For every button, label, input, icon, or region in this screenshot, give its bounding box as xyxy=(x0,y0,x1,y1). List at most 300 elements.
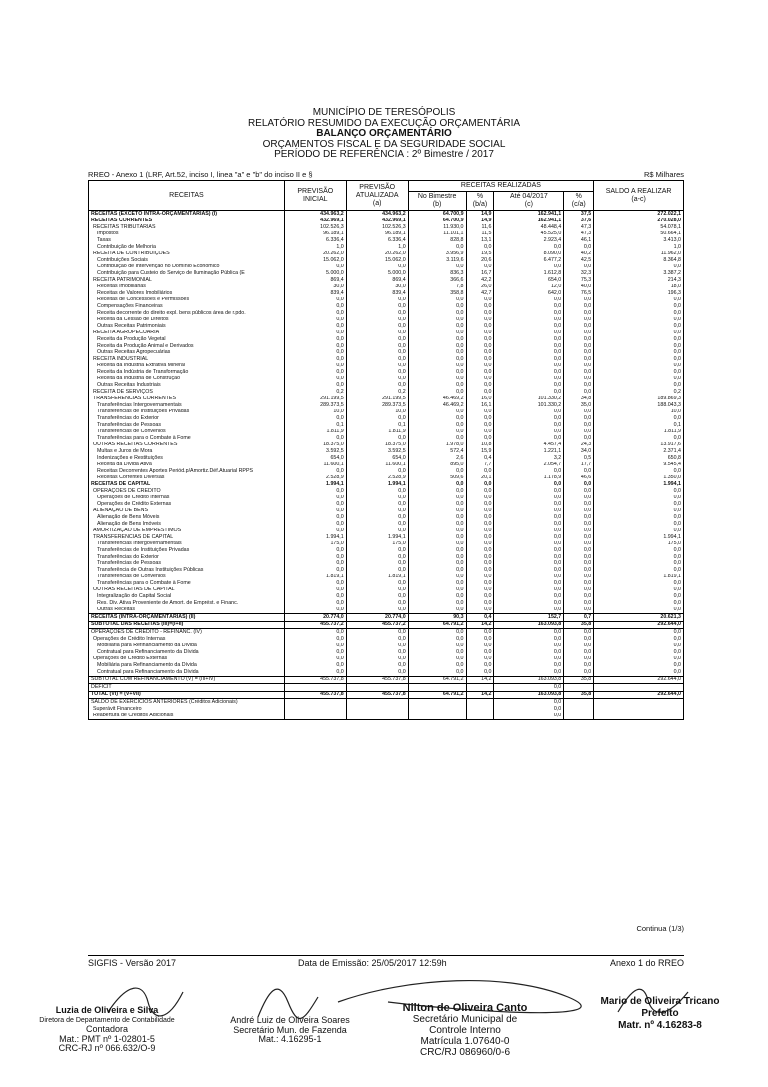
table-row xyxy=(89,257,684,264)
table-row xyxy=(89,462,684,469)
row-value: 42,7 xyxy=(466,290,494,297)
row-value: 24,3 xyxy=(564,442,594,449)
row-value: 0,0 xyxy=(466,323,494,330)
row-value: 0,0 xyxy=(408,534,466,541)
table-row xyxy=(89,336,684,343)
balanco-title: BALANÇO ORÇAMENTÁRIO xyxy=(316,128,452,139)
row-value: 0,0 xyxy=(346,508,408,515)
row-value: 0,0 xyxy=(594,376,684,383)
signature-4-name: Mario de Oliveira Tricano xyxy=(600,996,720,1007)
row-value: 0,0 xyxy=(466,488,494,495)
row-value: 14,2 xyxy=(466,621,494,629)
row-value: 175,0 xyxy=(284,541,346,548)
row-value: 0,0 xyxy=(284,376,346,383)
row-value: 0,0 xyxy=(564,382,594,389)
row-value: 0,0 xyxy=(494,514,564,521)
row-value: 0,0 xyxy=(466,244,494,251)
row-value: 0,0 xyxy=(466,656,494,663)
row-value: 0,0 xyxy=(494,656,564,663)
row-value: 20.774,0 xyxy=(284,614,346,622)
row-value: 0,0 xyxy=(346,488,408,495)
row-value: 0,0 xyxy=(346,382,408,389)
row-label: Receita da Indústria Extrativa Mineral xyxy=(89,363,285,370)
row-label: RECEITAS (EXCETO INTRA-ORÇAMENTÁRIAS) (I) xyxy=(89,211,285,218)
row-value: 0,0 xyxy=(346,554,408,561)
table-row xyxy=(89,614,684,622)
table-row xyxy=(89,567,684,574)
row-value xyxy=(284,706,346,713)
table-row xyxy=(89,251,684,258)
row-value: 0,0 xyxy=(346,607,408,614)
row-value: 292.644,0 xyxy=(594,676,684,684)
row-value: 0,0 xyxy=(408,429,466,436)
row-value: 11.962,0 xyxy=(594,251,684,258)
row-value: 0,0 xyxy=(564,264,594,271)
table-row xyxy=(89,303,684,310)
col-saldo-sub: (a-c) xyxy=(631,195,646,203)
row-value: 836,3 xyxy=(408,270,466,277)
row-value: 0,0 xyxy=(346,629,408,636)
row-label: Operações de Crédito Internas xyxy=(89,636,285,643)
signature-3-role: Secretário Municipal de xyxy=(412,1014,518,1025)
row-label: Outras Receitas Patrimoniais xyxy=(89,323,285,330)
row-value: 0,0 xyxy=(494,429,564,436)
row-value: 1.811,9 xyxy=(346,429,408,436)
row-value: 11,6 xyxy=(466,224,494,231)
row-value: 0,0 xyxy=(408,244,466,251)
row-value: 15,9 xyxy=(466,448,494,455)
row-value: 0,0 xyxy=(564,389,594,396)
row-value: 434.963,2 xyxy=(346,211,408,218)
row-value: 14,2 xyxy=(466,676,494,684)
table-row xyxy=(89,713,684,720)
row-value: 0,0 xyxy=(466,643,494,650)
row-value: 0,0 xyxy=(408,356,466,363)
row-value: 0,0 xyxy=(564,303,594,310)
row-value: 0,0 xyxy=(564,662,594,669)
row-value: 0,0 xyxy=(494,481,564,488)
row-value: 0,0 xyxy=(466,649,494,656)
table-row xyxy=(89,554,684,561)
row-label: RECEITA INDUSTRIAL xyxy=(89,356,285,363)
row-value: 0,0 xyxy=(466,389,494,396)
row-value: 6.336,4 xyxy=(346,237,408,244)
row-value: 37,6 xyxy=(564,218,594,225)
row-value: 10,0 xyxy=(594,409,684,416)
row-value: 0,0 xyxy=(594,600,684,607)
emissao-label: Data de Emissão: 25/05/2017 12:59h xyxy=(298,958,447,968)
row-value: 0,0 xyxy=(408,574,466,581)
row-value: 0,0 xyxy=(284,567,346,574)
row-value: 0,0 xyxy=(564,554,594,561)
col-ate xyxy=(494,192,564,211)
table-row xyxy=(89,691,684,699)
row-value: 0,0 xyxy=(564,317,594,324)
row-value: 0,0 xyxy=(594,317,684,324)
row-value xyxy=(346,699,408,706)
row-value: 0,0 xyxy=(564,481,594,488)
row-value: 0,0 xyxy=(284,636,346,643)
row-value: 654,0 xyxy=(494,277,564,284)
row-value: 64.791,2 xyxy=(408,621,466,629)
table-row xyxy=(89,363,684,370)
row-label: RECEITAS (INTRA-ORÇAMENTÁRIAS) (II) xyxy=(89,614,285,622)
row-value: 0,0 xyxy=(494,547,564,554)
row-value: 0,2 xyxy=(346,389,408,396)
row-value: 0,0 xyxy=(494,534,564,541)
row-value: 12,0 xyxy=(494,284,564,291)
row-value: 14,9 xyxy=(466,218,494,225)
row-label: Alienação de Bens Imóveis xyxy=(89,521,285,528)
row-value: 1.819,1 xyxy=(346,574,408,581)
row-value: 0,0 xyxy=(466,600,494,607)
table-row xyxy=(89,699,684,706)
row-value: 455.737,8 xyxy=(284,691,346,699)
row-label: Outras Receitas Agropecuárias xyxy=(89,349,285,356)
row-value: 0,0 xyxy=(564,629,594,636)
table-row xyxy=(89,501,684,508)
row-value: 46.469,2 xyxy=(408,402,466,409)
row-value: 0,0 xyxy=(466,264,494,271)
row-value: 0,0 xyxy=(346,376,408,383)
row-value: 0,0 xyxy=(408,636,466,643)
row-label: SALDO DE EXERCÍCIOS ANTERIORES (Créditos Adicionais) xyxy=(89,699,285,706)
row-value: 0,0 xyxy=(408,382,466,389)
row-value: 0,0 xyxy=(466,587,494,594)
row-value: 0,0 xyxy=(564,514,594,521)
row-value: 0,0 xyxy=(408,528,466,535)
row-value xyxy=(466,699,494,706)
row-value: 0,0 xyxy=(466,481,494,488)
row-value: 0,0 xyxy=(466,560,494,567)
row-value: 0,0 xyxy=(408,662,466,669)
row-value: 196,3 xyxy=(594,290,684,297)
row-value: 0,0 xyxy=(408,376,466,383)
row-value: 2,6 xyxy=(408,455,466,462)
table-row xyxy=(89,277,684,284)
row-value: 0,0 xyxy=(564,593,594,600)
table-row xyxy=(89,669,684,676)
table-row xyxy=(89,409,684,416)
row-value: 292.644,0 xyxy=(594,691,684,699)
row-value: 0,0 xyxy=(594,495,684,502)
row-value: 0,0 xyxy=(494,643,564,650)
row-label: Res. Div. Ativa Proveniente de Amort. de Emprést. e Financ. xyxy=(89,600,285,607)
row-value: 0,0 xyxy=(346,593,408,600)
row-value: 0,0 xyxy=(466,468,494,475)
row-value: 0,0 xyxy=(594,554,684,561)
row-value: 0,0 xyxy=(346,656,408,663)
row-value: 34,0 xyxy=(564,448,594,455)
row-value: 0,0 xyxy=(564,323,594,330)
row-value: 0,0 xyxy=(346,649,408,656)
table-row xyxy=(89,621,684,629)
row-value: 0,0 xyxy=(408,580,466,587)
row-value: 0,0 xyxy=(494,389,564,396)
table-row xyxy=(89,514,684,521)
signature-3 xyxy=(370,1003,560,1058)
table-row xyxy=(89,662,684,669)
table-row xyxy=(89,310,684,317)
row-value: 0,0 xyxy=(494,501,564,508)
row-value: 0,0 xyxy=(408,643,466,650)
row-value: 0,0 xyxy=(494,699,564,706)
row-value: 64.700,9 xyxy=(408,211,466,218)
table-row xyxy=(89,684,684,692)
row-label: Alienação de Bens Móveis xyxy=(89,514,285,521)
row-value: 0,0 xyxy=(408,629,466,636)
row-label: Transferências de Instituições Privadas xyxy=(89,409,285,416)
row-value: 0,0 xyxy=(346,587,408,594)
row-value: 0,0 xyxy=(594,514,684,521)
table-row xyxy=(89,636,684,643)
row-value: 3,2 xyxy=(494,455,564,462)
row-value: 0,0 xyxy=(408,415,466,422)
row-value: 0,0 xyxy=(466,382,494,389)
table-row xyxy=(89,706,684,713)
row-value: 0,0 xyxy=(346,501,408,508)
row-value: 0,0 xyxy=(346,310,408,317)
row-value: 0,0 xyxy=(494,684,564,692)
row-value: 0,0 xyxy=(564,574,594,581)
col-pct-b-label: % xyxy=(476,193,484,200)
row-value: 0,0 xyxy=(594,593,684,600)
table-row xyxy=(89,244,684,251)
row-value: 0,0 xyxy=(408,330,466,337)
row-value xyxy=(564,684,594,692)
row-value: 0,0 xyxy=(346,528,408,535)
row-value: 0,0 xyxy=(594,415,684,422)
row-value: 0,0 xyxy=(466,580,494,587)
row-value: 75,3 xyxy=(564,277,594,284)
row-value: 17,7 xyxy=(564,462,594,469)
row-value: 839,4 xyxy=(346,290,408,297)
row-label: Taxas xyxy=(89,237,285,244)
row-value: 2.923,4 xyxy=(494,237,564,244)
row-label: Superávit Financeiro xyxy=(89,706,285,713)
row-value: 0,0 xyxy=(466,317,494,324)
row-value: 0,0 xyxy=(564,297,594,304)
row-label: OPERAÇÕES DE CRÉDITO xyxy=(89,488,285,495)
row-value: 20.262,0 xyxy=(284,251,346,258)
row-value: 11.600,1 xyxy=(284,462,346,469)
row-value: 0,0 xyxy=(408,349,466,356)
continua-label: Continua (1/3) xyxy=(636,924,684,933)
row-value: 0,0 xyxy=(564,356,594,363)
row-value: 0,0 xyxy=(494,713,564,720)
row-label: Receita da Produção Vegetal xyxy=(89,336,285,343)
row-value: 0,0 xyxy=(594,501,684,508)
row-value: 0,0 xyxy=(466,356,494,363)
row-value: 289.373,5 xyxy=(284,402,346,409)
row-value: 0,5 xyxy=(564,455,594,462)
table-row xyxy=(89,435,684,442)
table-row xyxy=(89,547,684,554)
row-value: 0,0 xyxy=(594,264,684,271)
row-value: 0,0 xyxy=(466,429,494,436)
row-value: 14,2 xyxy=(466,691,494,699)
row-value: 0,0 xyxy=(346,669,408,676)
row-label: TRANSFERÊNCIAS DE CAPITAL xyxy=(89,534,285,541)
row-value: 0,0 xyxy=(284,317,346,324)
row-value: 0,0 xyxy=(494,349,564,356)
col-pct-b xyxy=(466,192,494,211)
col-receitas: RECEITAS xyxy=(89,181,285,211)
table-row xyxy=(89,297,684,304)
table-row xyxy=(89,356,684,363)
row-label: Operações de Crédito Internas xyxy=(89,495,285,502)
row-value: 64.700,9 xyxy=(408,218,466,225)
col-ate-sub: (c) xyxy=(524,201,533,208)
row-label: Contratual para Refinanciamento da Dívida xyxy=(89,669,285,676)
row-value: 1.994,1 xyxy=(346,481,408,488)
row-value: 0,0 xyxy=(346,336,408,343)
row-value: 0,7 xyxy=(564,614,594,622)
row-value: 175,0 xyxy=(346,541,408,548)
row-value: 0,0 xyxy=(408,607,466,614)
col-receitas-realizadas: RECEITAS REALIZADAS xyxy=(408,181,594,192)
row-value: 0,0 xyxy=(594,297,684,304)
row-value: 20,6 xyxy=(466,257,494,264)
row-value: 40,0 xyxy=(564,284,594,291)
row-value: 0,0 xyxy=(408,560,466,567)
row-label: Outras Receitas xyxy=(89,607,285,614)
row-value: 0,0 xyxy=(466,593,494,600)
row-value: 869,4 xyxy=(284,277,346,284)
row-value: 188.043,3 xyxy=(594,402,684,409)
table-row xyxy=(89,593,684,600)
row-label: TRANSFERÊNCIAS CORRENTES xyxy=(89,396,285,403)
row-value: 0,0 xyxy=(346,495,408,502)
row-value: 0,0 xyxy=(494,567,564,574)
row-value: 0,0 xyxy=(408,389,466,396)
row-value: 0,0 xyxy=(594,567,684,574)
row-value: 10,0 xyxy=(346,409,408,416)
row-value: 64.791,2 xyxy=(408,676,466,684)
table-row xyxy=(89,270,684,277)
row-value: 270.028,0 xyxy=(594,218,684,225)
row-value: 0,0 xyxy=(346,514,408,521)
row-value: 0,0 xyxy=(494,706,564,713)
row-value: 0,0 xyxy=(408,264,466,271)
row-value: 0,0 xyxy=(466,363,494,370)
row-label: Integralização do Capital Social xyxy=(89,593,285,600)
row-value: 0,0 xyxy=(466,303,494,310)
row-value: 0,0 xyxy=(408,409,466,416)
row-label: Receitas Correntes Diversas xyxy=(89,475,285,482)
row-value: 366,6 xyxy=(408,277,466,284)
row-label: Reabertura de Créditos Adicionais xyxy=(89,713,285,720)
row-value xyxy=(564,713,594,720)
row-value: 0,0 xyxy=(494,574,564,581)
signature-3-mat: Matrícula 1.07640-0 xyxy=(420,1036,510,1047)
row-value: 0,0 xyxy=(564,376,594,383)
row-value: 0,0 xyxy=(564,587,594,594)
row-value: 0,0 xyxy=(494,541,564,548)
col-ate-label: Até 04/2017 xyxy=(509,193,548,200)
row-value: 0,0 xyxy=(284,349,346,356)
table-row xyxy=(89,231,684,238)
row-label: Multas e Juros de Mora xyxy=(89,448,285,455)
row-value: 0,0 xyxy=(408,317,466,324)
row-value: 18,0 xyxy=(594,284,684,291)
row-label: RECEITA AGROPECUÁRIA xyxy=(89,330,285,337)
row-value: 0,0 xyxy=(466,554,494,561)
signature-1-role: Diretora de Departamento de Contabilidade xyxy=(39,1016,175,1024)
row-value: 0,0 xyxy=(284,649,346,656)
signature-4-mat: Matr. nº 4.16283-8 xyxy=(618,1020,702,1031)
row-value: 16,7 xyxy=(466,270,494,277)
row-value: 650,8 xyxy=(594,455,684,462)
row-label: Transferências Intergovernamentais xyxy=(89,541,285,548)
row-value: 828,8 xyxy=(408,237,466,244)
table-row xyxy=(89,402,684,409)
row-value: 2.528,9 xyxy=(346,475,408,482)
row-value: 163.093,8 xyxy=(494,676,564,684)
row-value: 0,0 xyxy=(346,330,408,337)
row-value: 20.621,3 xyxy=(594,614,684,622)
row-value xyxy=(346,684,408,692)
row-value: 0,0 xyxy=(284,580,346,587)
row-value: 0,0 xyxy=(284,369,346,376)
row-value: 64.791,2 xyxy=(408,691,466,699)
row-value: 0,0 xyxy=(564,534,594,541)
table-row xyxy=(89,264,684,271)
row-value: 0,0 xyxy=(466,521,494,528)
row-value: 509,6 xyxy=(408,475,466,482)
row-value: 96.189,1 xyxy=(284,231,346,238)
signature-1-mat: Mat.: PMT nº 1-02801-5 xyxy=(59,1033,155,1044)
row-value: 0,0 xyxy=(494,607,564,614)
row-value: 35,0 xyxy=(564,402,594,409)
row-value: 0,0 xyxy=(564,415,594,422)
row-value: 90,3 xyxy=(408,614,466,622)
row-value: 0,0 xyxy=(408,508,466,515)
row-value: 0,0 xyxy=(408,501,466,508)
row-label: Contribuição de Melhoria xyxy=(89,244,285,251)
row-value: 0,0 xyxy=(408,547,466,554)
row-value: 1,0 xyxy=(346,244,408,251)
row-value: 1.994,1 xyxy=(594,481,684,488)
row-label: RECEITAS CORRENTES xyxy=(89,218,285,225)
row-value: 0,0 xyxy=(466,409,494,416)
row-value: 14,9 xyxy=(466,211,494,218)
row-value: 0,0 xyxy=(284,336,346,343)
row-value: 0,0 xyxy=(408,363,466,370)
row-value: 1.811,9 xyxy=(594,429,684,436)
row-value: 0,0 xyxy=(346,349,408,356)
row-value: 0,0 xyxy=(564,649,594,656)
row-value: 455.737,8 xyxy=(346,691,408,699)
row-value: 0,0 xyxy=(564,488,594,495)
table-row xyxy=(89,396,684,403)
row-value: 13.917,6 xyxy=(594,442,684,449)
row-value: 0,0 xyxy=(466,514,494,521)
row-value: 1.994,1 xyxy=(284,481,346,488)
row-value: 0,0 xyxy=(594,468,684,475)
row-value: 434.963,2 xyxy=(284,211,346,218)
col-no-bimestre xyxy=(408,192,466,211)
row-value: 0,0 xyxy=(494,376,564,383)
row-value: 30,0 xyxy=(284,284,346,291)
row-value: 0,0 xyxy=(284,382,346,389)
row-value: 1.612,8 xyxy=(494,270,564,277)
row-value: 0,0 xyxy=(408,649,466,656)
row-value: 76,5 xyxy=(564,290,594,297)
row-value: 0,0 xyxy=(346,547,408,554)
row-value: 0,0 xyxy=(564,422,594,429)
row-value: 0,0 xyxy=(284,547,346,554)
